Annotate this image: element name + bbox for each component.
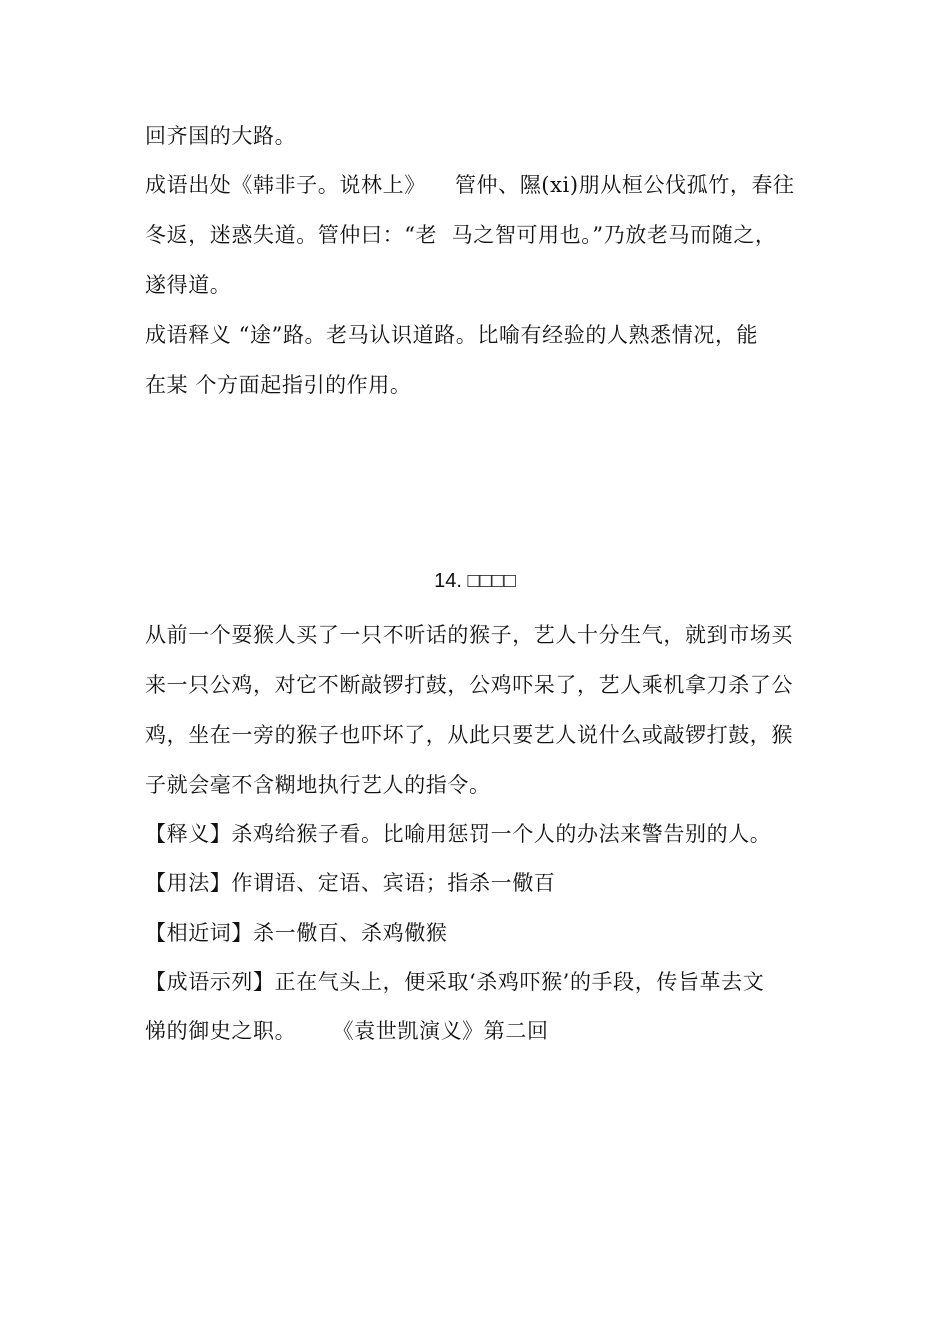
story-line: 来一只公鸡，对它不断敲锣打鼓，公鸡吓呆了，艺人乘机拿刀杀了公 xyxy=(145,673,793,697)
example-line: 悌的御史之职。 《袁世凯演义》第二回 xyxy=(145,1019,549,1043)
story-line: 从前一个耍猴人买了一只不听话的猴子，艺人十分生气，就到市场买 xyxy=(145,623,793,647)
text-line: 成语出处《韩非子。说林上》 管仲、隰(xi)朋从桓公伐孤竹，春往 xyxy=(145,173,795,197)
text-line: 成语释义 “途”路。老马认识道路。比喻有经验的人熟悉情况，能 xyxy=(145,323,759,347)
text-line: 在某 个方面起指引的作用。 xyxy=(145,373,412,397)
meaning-line: 【释义】杀鸡给猴子看。比喻用惩罚一个人的办法来警告别的人。 xyxy=(145,822,772,846)
section-heading: 14. □□□□ xyxy=(434,570,516,592)
example-line: 【成语示列】正在气头上，便采取‘杀鸡吓猴’的手段，传旨革去文 xyxy=(145,970,765,994)
story-line: 子就会毫不含糊地执行艺人的指令。 xyxy=(145,773,491,797)
synonyms-line: 【相近词】杀一儆百、杀鸡儆猴 xyxy=(145,921,448,945)
text-line: 冬返，迷惑失道。管仲曰：“老 马之智可用也。”乃放老马而随之， xyxy=(145,223,777,247)
story-line: 鸡，坐在一旁的猴子也吓坏了，从此只要艺人说什么或敲锣打鼓，猴 xyxy=(145,723,793,747)
text-line: 遂得道。 xyxy=(145,273,232,297)
text-line: 回齐国的大路。 xyxy=(145,124,297,148)
usage-line: 【用法】作谓语、定语、宾语；指杀一儆百 xyxy=(145,871,556,895)
